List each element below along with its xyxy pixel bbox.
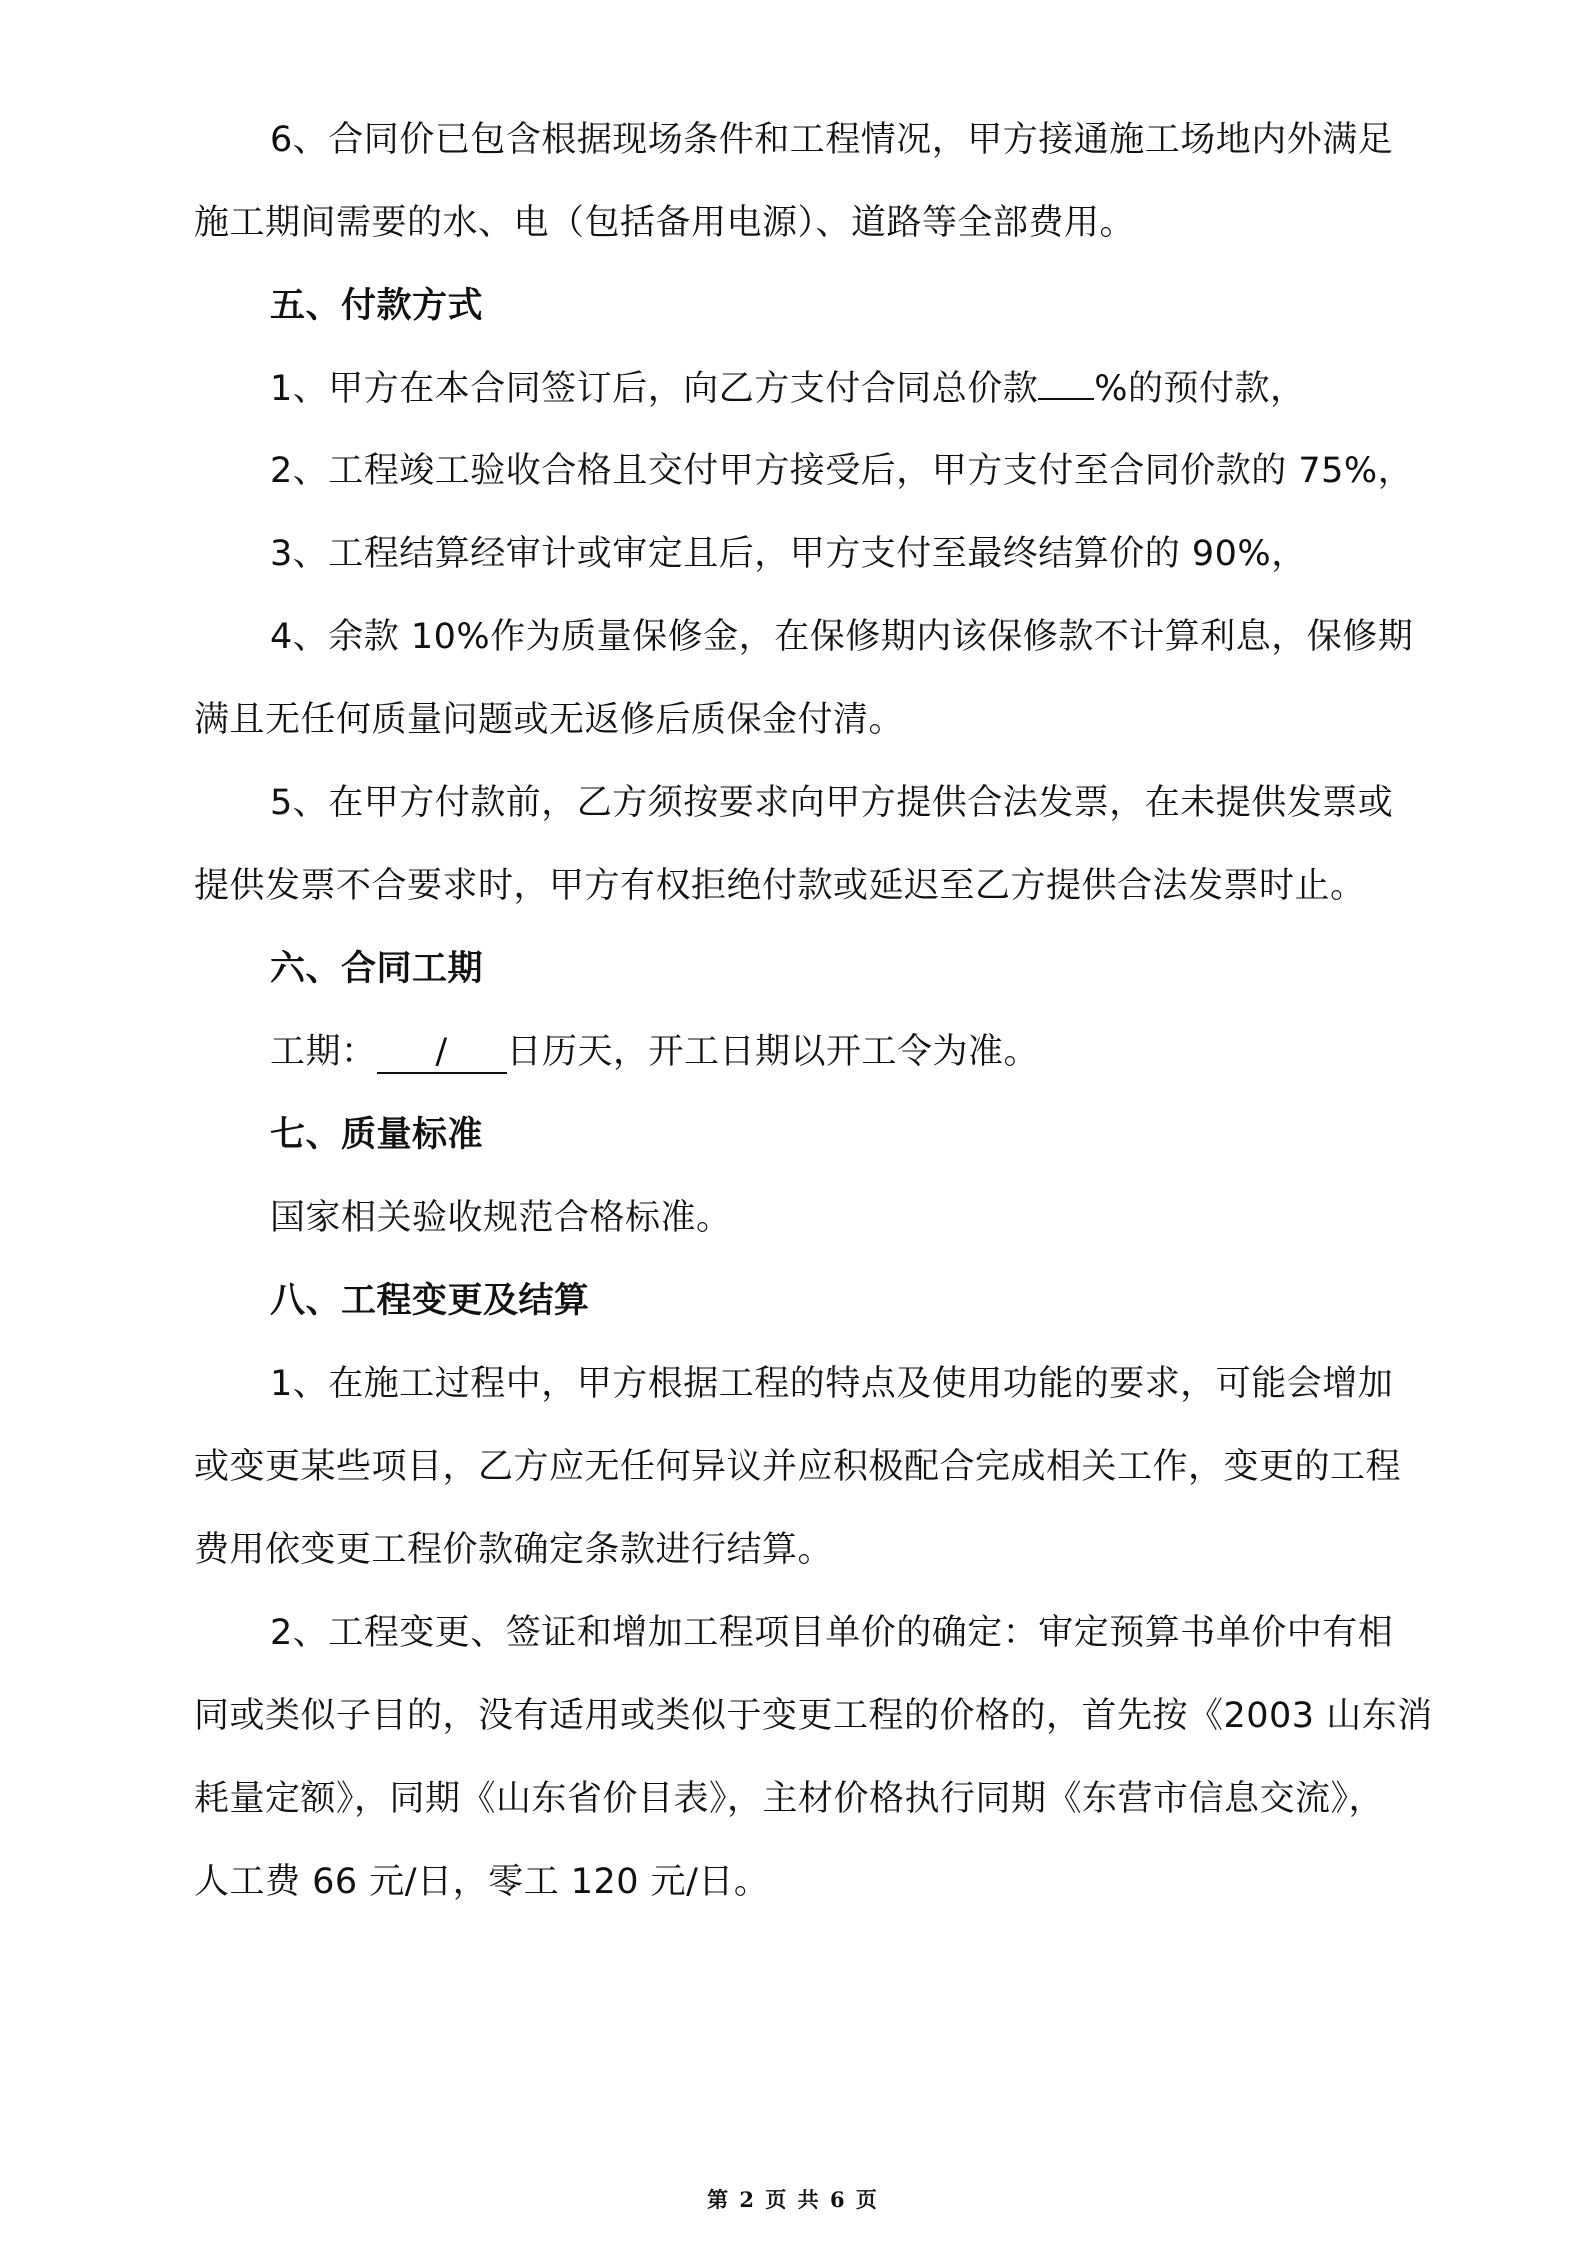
section7-body: 国家相关验收规范合格标准。 — [270, 1198, 732, 1238]
section8-item1-line2: 或变更某些项目，乙方应无任何异议并应积极配合完成相关工作，变更的工程 — [194, 1447, 1402, 1487]
section5-item4-line2: 满且无任何质量问题或无返修后质保金付清。 — [194, 700, 905, 740]
section6-duration — [270, 1027, 1039, 1077]
section8-item2-line1: 2、工程变更、签证和增加工程项目单价的确定：审定预算书单价中有相 — [270, 1613, 1394, 1653]
prepayment-percent-blank — [1038, 398, 1094, 400]
section8-item1-line3: 费用依变更工程价款确定条款进行结算。 — [194, 1530, 834, 1570]
section8-item2-line4: 人工费 66 元/日，零工 120 元/日。 — [194, 1862, 770, 1902]
page-number-footer: 第 2 页 共 6 页 — [707, 2187, 879, 2212]
section5-item5-line1: 5、在甲方付款前，乙方须按要求向甲方提供合法发票，在未提供发票或 — [270, 783, 1394, 823]
section5-item3: 3、工程结算经审计或审定且后，甲方支付至最终结算价的 90%， — [270, 534, 1307, 574]
section5-item1-text: 1、甲方在本合同签订后，向乙方支付合同总价款 — [270, 369, 1039, 409]
clause6-line1: 6、合同价已包含根据现场条件和工程情况，甲方接通施工场地内外满足 — [270, 120, 1394, 160]
clause6-line2: 施工期间需要的水、电（包括备用电源）、道路等全部费用。 — [194, 203, 1136, 243]
duration-days-blank: / — [377, 1032, 507, 1074]
section6-heading: 六、合同工期 — [270, 949, 484, 989]
duration-label: 工期： — [270, 1032, 377, 1072]
section5-heading: 五、付款方式 — [270, 286, 484, 326]
section5-item1 — [270, 364, 1306, 414]
section5-item2: 2、工程竣工验收合格且交付甲方接受后，甲方支付至合同价款的 75%， — [270, 451, 1414, 491]
section5-item5-line2: 提供发票不合要求时，甲方有权拒绝付款或延迟至乙方提供合法发票时止。 — [194, 866, 1366, 906]
section8-item2-line2: 同或类似子目的，没有适用或类似于变更工程的价格的，首先按《2003 山东消 — [194, 1696, 1433, 1736]
section8-item1-line1: 1、在施工过程中，甲方根据工程的特点及使用功能的要求，可能会增加 — [270, 1364, 1394, 1404]
section7-heading: 七、质量标准 — [270, 1115, 484, 1155]
duration-text: 日历天，开工日期以开工令为准。 — [506, 1032, 1040, 1072]
section8-heading: 八、工程变更及结算 — [270, 1281, 590, 1321]
section8-item2-line3: 耗量定额》，同期《山东省价目表》，主材价格执行同期《东营市信息交流》， — [194, 1779, 1385, 1819]
section5-item1-suffix: %的预付款， — [1094, 369, 1306, 409]
section5-item4-line1: 4、余款 10%作为质量保修金，在保修期内该保修款不计算利息，保修期 — [270, 617, 1414, 657]
